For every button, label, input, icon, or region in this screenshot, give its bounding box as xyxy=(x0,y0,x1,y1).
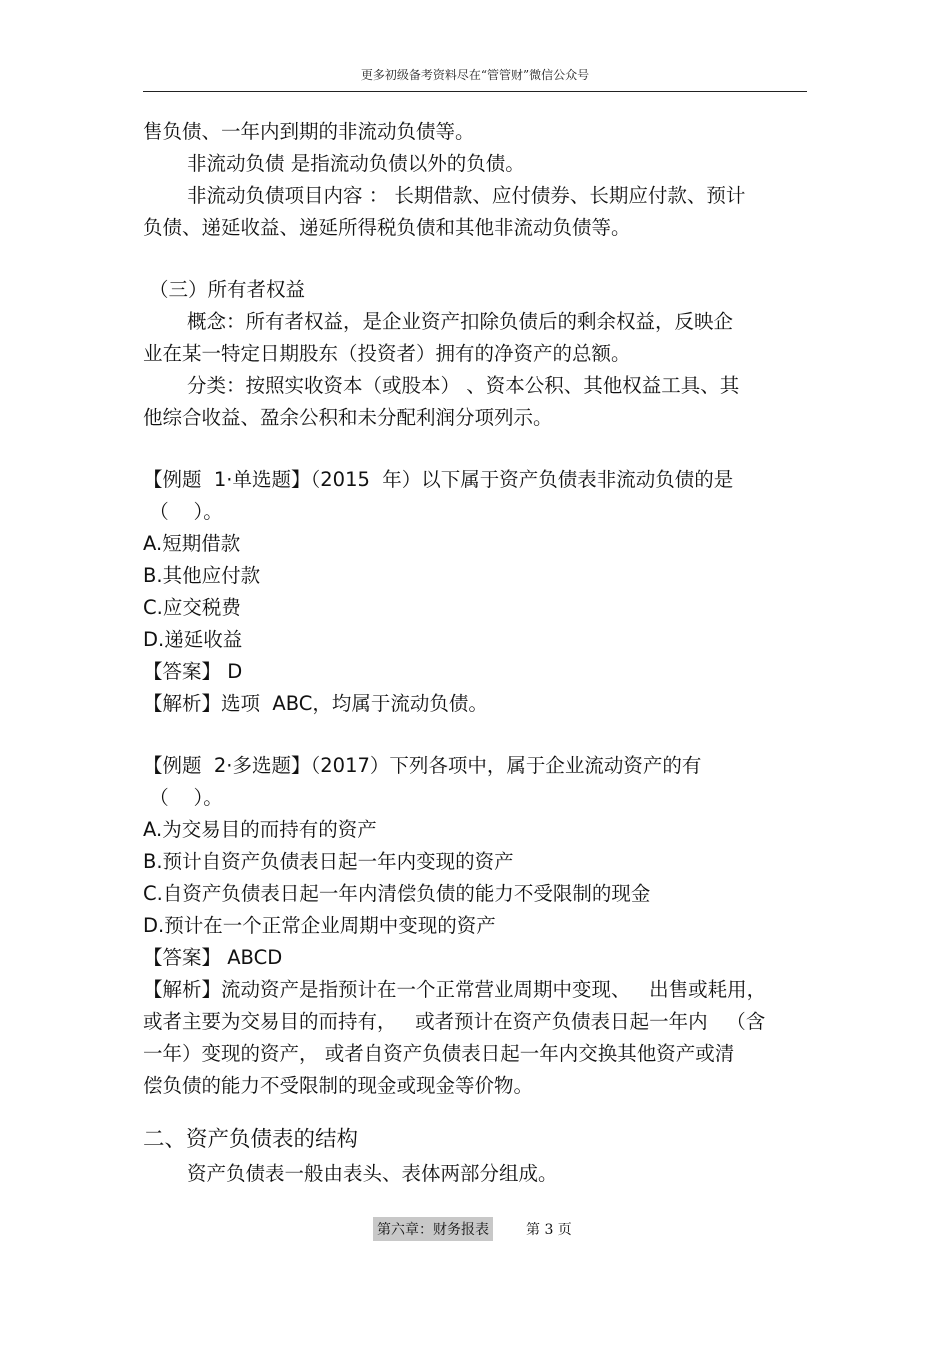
answer: 【答案】 D xyxy=(143,660,243,683)
analysis: 或者主要为交易目的而持有， 或者预计在资产负债表日起一年内 （含 xyxy=(143,1010,766,1033)
chapter-label: 第六章：财务报表 xyxy=(373,1217,493,1241)
paragraph: 业在某一特定日期股东（投资者）拥有的净资产的总额。 xyxy=(143,342,631,365)
example-question: （ ）。 xyxy=(143,500,223,523)
option-c: C.自资产负债表日起一年内清偿负债的能力不受限制的现金 xyxy=(143,882,651,905)
analysis: 【解析】流动资产是指预计在一个正常营业周期中变现、 出售或耗用， xyxy=(143,978,767,1001)
paragraph: 非流动负债 是指流动负债以外的负债。 xyxy=(187,152,525,175)
analysis: 偿负债的能力不受限制的现金或现金等价物。 xyxy=(143,1074,534,1097)
paragraph: 售负债、一年内到期的非流动负债等。 xyxy=(143,120,475,143)
example-question: 【例题 2·多选题】（2017）下列各项中，属于企业流动资产的有 xyxy=(143,754,702,777)
option-d: D.递延收益 xyxy=(143,628,243,651)
option-a: A.为交易目的而持有的资产 xyxy=(143,818,377,841)
example-question: 【例题 1·单选题】（2015 年）以下属于资产负债表非流动负债的是 xyxy=(143,468,734,491)
page-number: 第 3 页 xyxy=(526,1222,572,1238)
option-b: B.预计自资产负债表日起一年内变现的资产 xyxy=(143,850,514,873)
paragraph: 分类：按照实收资本（或股本） 、资本公积、其他权益工具、其 xyxy=(187,374,740,397)
answer: 【答案】 ABCD xyxy=(143,946,283,969)
example-question: （ ）。 xyxy=(143,786,223,809)
paragraph: 资产负债表一般由表头、表体两部分组成。 xyxy=(187,1162,558,1185)
analysis: 【解析】选项 ABC，均属于流动负债。 xyxy=(143,692,488,715)
section-heading: 二、资产负债表的结构 xyxy=(143,1127,359,1152)
option-a: A.短期借款 xyxy=(143,532,241,555)
document-body xyxy=(143,116,807,1190)
option-b: B.其他应付款 xyxy=(143,564,261,587)
section-title: （三）所有者权益 xyxy=(149,278,306,301)
option-c: C.应交税费 xyxy=(143,596,241,619)
paragraph: 他综合收益、盈余公积和未分配利润分项列示。 xyxy=(143,406,553,429)
analysis: 一年）变现的资产， 或者自资产负债表日起一年内交换其他资产或清 xyxy=(143,1042,735,1065)
option-d: D.预计在一个正常企业周期中变现的资产 xyxy=(143,914,496,937)
paragraph: 非流动负债项目内容 ： 长期借款、应付债券、长期应付款、预计 xyxy=(187,184,746,207)
paragraph: 概念：所有者权益，是企业资产扣除负债后的剩余权益，反映企 xyxy=(187,310,734,333)
paragraph: 负债、递延收益、递延所得税负债和其他非流动负债等。 xyxy=(143,216,631,239)
page-header: 更多初级备考资料尽在“管管财”微信公众号 xyxy=(360,68,590,82)
header-divider xyxy=(143,91,807,92)
